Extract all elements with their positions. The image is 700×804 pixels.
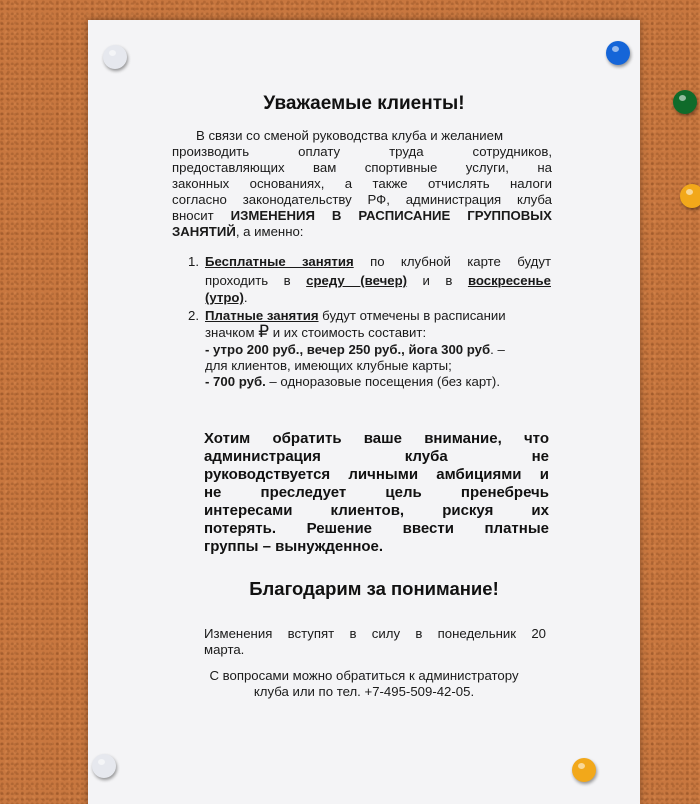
contact-line: клуба или по тел. +7-495-509-42-05. [253, 684, 475, 699]
list-number: 2. [188, 308, 199, 323]
statement-line: не преследует цель пренебречь [204, 484, 549, 501]
list-line: - 700 руб. – одноразовые посещения (без карт). [205, 374, 500, 389]
intro-line: предоставляющих вам спортивные услуги, на [172, 160, 552, 175]
list-line: Платные занятия будут отмечены в расписании [205, 308, 506, 323]
thanks-heading: Благодарим за понимание! [249, 578, 499, 599]
statement-line: руководствуется личными амбициями и [204, 466, 549, 483]
white-pushpin-icon [103, 45, 127, 69]
intro-line: ЗАНЯТИЙ, а именно: [172, 224, 304, 239]
list-number: 1. [188, 254, 199, 269]
list-line: Бесплатные занятия по клубной карте будут [205, 254, 551, 269]
list-line: - утро 200 руб., вечер 250 руб., йога 300 руб. – [205, 342, 505, 357]
statement-line: Хотим обратить ваше внимание, что [204, 430, 549, 447]
white-pushpin-icon [92, 754, 116, 778]
ruble-sign-icon: ₽ [258, 322, 270, 341]
notice-paper [88, 20, 640, 804]
effective-line: Изменения вступят в силу в понедельник 20 [204, 626, 546, 641]
list-line: значком ₽ и их стоимость составит: [205, 322, 427, 341]
statement-line: группы – вынужденное. [204, 538, 384, 555]
list-line: для клиентов, имеющих клубные карты; [205, 358, 452, 373]
intro-line: согласно законодательству РФ, администрация клуба [172, 192, 552, 207]
intro-line: вносит ИЗМЕНЕНИЯ В РАСПИСАНИЕ ГРУППОВЫХ [172, 208, 552, 223]
contact-line: С вопросами можно обратиться к администратору [209, 668, 519, 683]
blue-pushpin-icon [606, 41, 630, 65]
effective-line: марта. [204, 642, 245, 657]
list-line: (утро). [205, 290, 248, 305]
statement-line: потерять. Решение ввести платные [204, 520, 549, 537]
yellow-pushpin-icon [572, 758, 596, 782]
yellow-pushpin-icon [680, 184, 700, 208]
intro-line: законных основаниях, а также отчислять налоги [172, 176, 552, 191]
intro-line: В связи со сменой руководства клуба и желанием [196, 128, 504, 143]
list-line: проходить в среду (вечер) и в воскресенье [205, 273, 551, 288]
statement-line: интересами клиентов, рискуя их [204, 502, 549, 519]
statement-line: администрация клуба не [204, 448, 549, 465]
intro-line: производить оплату труда сотрудников, [172, 144, 552, 159]
green-pushpin-icon [673, 90, 697, 114]
notice-title: Уважаемые клиенты! [263, 93, 465, 114]
